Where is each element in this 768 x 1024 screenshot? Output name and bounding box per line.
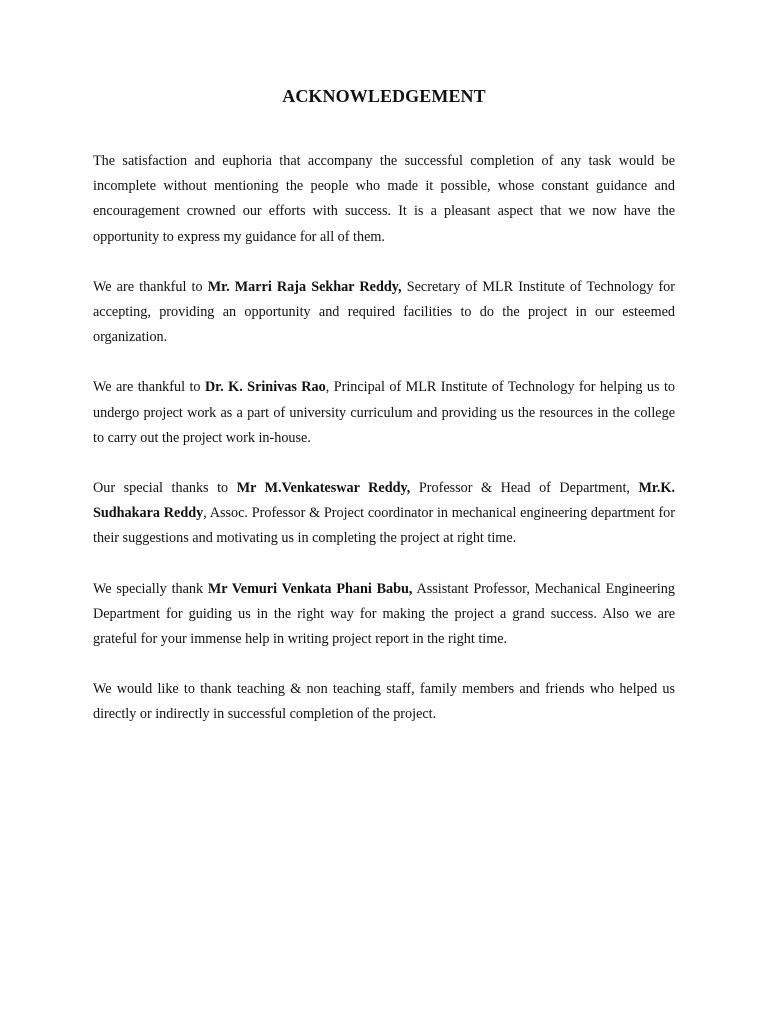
- paragraph-text: , Assoc. Professor & Project coordinator in mechanical engineering department for their suggestions and motivating us in completing the project at right time.: [93, 505, 675, 547]
- paragraph-text: Secretary of MLR Institute of Technology for accepting, providing an opportunity and required facilities to do the project in our esteemed organization.: [93, 278, 675, 346]
- paragraph-text: , Principal of MLR Institute of Technology for helping us to undergo project work as a part of university curriculum and providing us the resources in the college to carry out the project work in-house.: [93, 379, 675, 446]
- paragraph: [93, 577, 675, 653]
- bold-name-text: Dr. K. Srinivas Rao: [204, 379, 326, 396]
- paragraph: [93, 476, 675, 552]
- paragraph: [93, 149, 675, 250]
- acknowledgement-body: [93, 149, 675, 753]
- paragraph-text: Our special thanks to: [93, 480, 237, 497]
- paragraph-text: The satisfaction and euphoria that accompany the successful completion of any task would be incomplete without mentioning the people who made it possible, whose constant guidance and encouragement crowned our efforts with success. It is a pleasant aspect that we now have the opportunity to express my guidance for all of them.: [93, 153, 675, 245]
- bold-name-text: Mr Vemuri Venkata Phani Babu,: [207, 580, 413, 597]
- paragraph: [93, 275, 675, 351]
- bold-name-text: Mr. Marri Raja Sekhar Reddy,: [207, 278, 402, 295]
- bold-name-text: Mr M.Venkateswar Reddy,: [236, 480, 411, 497]
- page-title: ACKNOWLEDGEMENT: [282, 86, 486, 106]
- paragraph-text: We are thankful to: [93, 379, 205, 396]
- paragraph: [93, 677, 675, 727]
- paragraph-text: We specially thank: [93, 580, 208, 597]
- paragraph-text: We are thankful to: [93, 278, 208, 295]
- paragraph-text: Assistant Professor, Mechanical Engineering Department for guiding us in the right way for making the project a grand success. Also we are grateful for your immense help in writing project report in the right time.: [93, 580, 675, 648]
- paragraph-text: We would like to thank teaching & non teaching staff, family members and friends who helped us directly or indirectly in successful completion of the project.: [93, 681, 675, 723]
- bold-name-text: Mr.K. Sudhakara Reddy: [93, 480, 675, 522]
- paragraph-text: Professor & Head of Department,: [410, 480, 639, 497]
- paragraph: [93, 375, 675, 451]
